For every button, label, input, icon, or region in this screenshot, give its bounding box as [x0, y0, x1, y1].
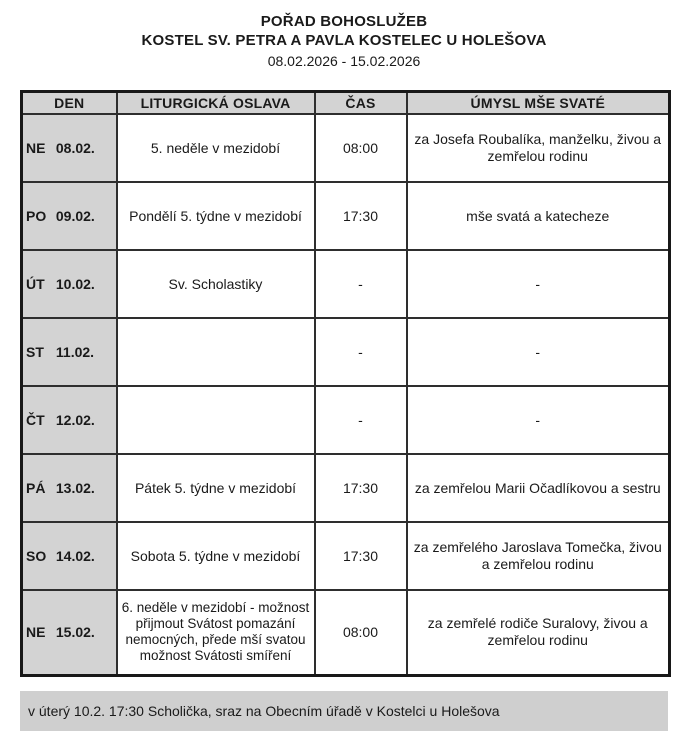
intention-cell: - [407, 386, 670, 454]
day-cell [22, 250, 117, 318]
day-cell [22, 318, 117, 386]
day-date: 13.02. [55, 480, 95, 496]
intention-cell: - [407, 318, 670, 386]
day-cell [22, 386, 117, 454]
day-cell [22, 182, 117, 250]
celebration-cell [117, 318, 315, 386]
day-abbreviation: SO [26, 548, 47, 564]
schedule-table [20, 90, 671, 677]
intention-cell: za zemřelou Marii Očadlíkovou a sestru [407, 454, 670, 522]
intention-cell: mše svatá a katecheze [407, 182, 670, 250]
church-name: KOSTEL SV. PETRA A PAVLA KOSTELEC U HOLEŠOVA [141, 32, 547, 49]
title-block [0, 12, 688, 71]
time-cell: - [315, 250, 407, 318]
day-abbreviation: PÁ [26, 480, 46, 496]
table-row [22, 522, 670, 590]
table-row [22, 250, 670, 318]
celebration-cell: Sobota 5. týdne v mezidobí [117, 522, 315, 590]
day-cell [22, 454, 117, 522]
day-abbreviation: ÚT [26, 276, 45, 292]
day-date: 11.02. [55, 344, 95, 360]
day-cell [22, 522, 117, 590]
day-date: 08.02. [55, 140, 95, 156]
column-header-celebration: LITURGICKÁ OSLAVA [117, 92, 315, 115]
footer-note-text: v úterý 10.2. 17:30 Scholička, sraz na Obecním úřadě v Kostelci u Holešova [28, 703, 500, 719]
day-cell [22, 114, 117, 182]
day-abbreviation: ČT [26, 412, 45, 428]
column-header-intention: ÚMYSL MŠE SVATÉ [407, 92, 670, 115]
time-cell: 08:00 [315, 590, 407, 675]
intention-cell: za Josefa Roubalíka, manželku, živou a zemřelou rodinu [407, 114, 670, 182]
time-cell: 17:30 [315, 182, 407, 250]
day-abbreviation: ST [26, 344, 44, 360]
day-date: 09.02. [55, 208, 95, 224]
celebration-cell: Pondělí 5. týdne v mezidobí [117, 182, 315, 250]
day-date: 10.02. [55, 276, 95, 292]
time-cell: - [315, 386, 407, 454]
celebration-cell: Pátek 5. týdne v mezidobí [117, 454, 315, 522]
intention-cell: - [407, 250, 670, 318]
day-abbreviation: PO [26, 208, 47, 224]
time-cell: 17:30 [315, 522, 407, 590]
table-row [22, 318, 670, 386]
celebration-cell [117, 386, 315, 454]
intention-cell: za zemřelého Jaroslava Tomečka, živou a zemřelou rodinu [407, 522, 670, 590]
table-row [22, 114, 670, 182]
day-abbreviation: NE [26, 624, 46, 641]
intention-cell: za zemřelé rodiče Suralovy, živou a zemřelou rodinu [407, 590, 670, 675]
celebration-cell: 6. neděle v mezidobí - možnost přijmout Svátost pomazání nemocných, přede mší svatou možnost Svátosti smíření [117, 590, 315, 675]
table-row [22, 386, 670, 454]
column-header-day: DEN [22, 92, 117, 115]
page-title: POŘAD BOHOSLUŽEB [260, 13, 428, 30]
time-cell: 17:30 [315, 454, 407, 522]
date-range: 08.02.2026 - 15.02.2026 [267, 53, 421, 69]
table-header-row [22, 92, 670, 115]
day-abbreviation: NE [26, 140, 46, 156]
time-cell: - [315, 318, 407, 386]
table-row [22, 454, 670, 522]
day-date: 12.02. [55, 412, 95, 428]
day-date: 14.02. [55, 548, 95, 564]
footer-note [20, 691, 668, 731]
table-row [22, 590, 670, 675]
day-cell [22, 590, 117, 675]
celebration-cell: Sv. Scholastiky [117, 250, 315, 318]
table-row [22, 182, 670, 250]
celebration-cell: 5. neděle v mezidobí [117, 114, 315, 182]
time-cell: 08:00 [315, 114, 407, 182]
day-date: 15.02. [55, 624, 95, 641]
column-header-time: ČAS [315, 92, 407, 115]
